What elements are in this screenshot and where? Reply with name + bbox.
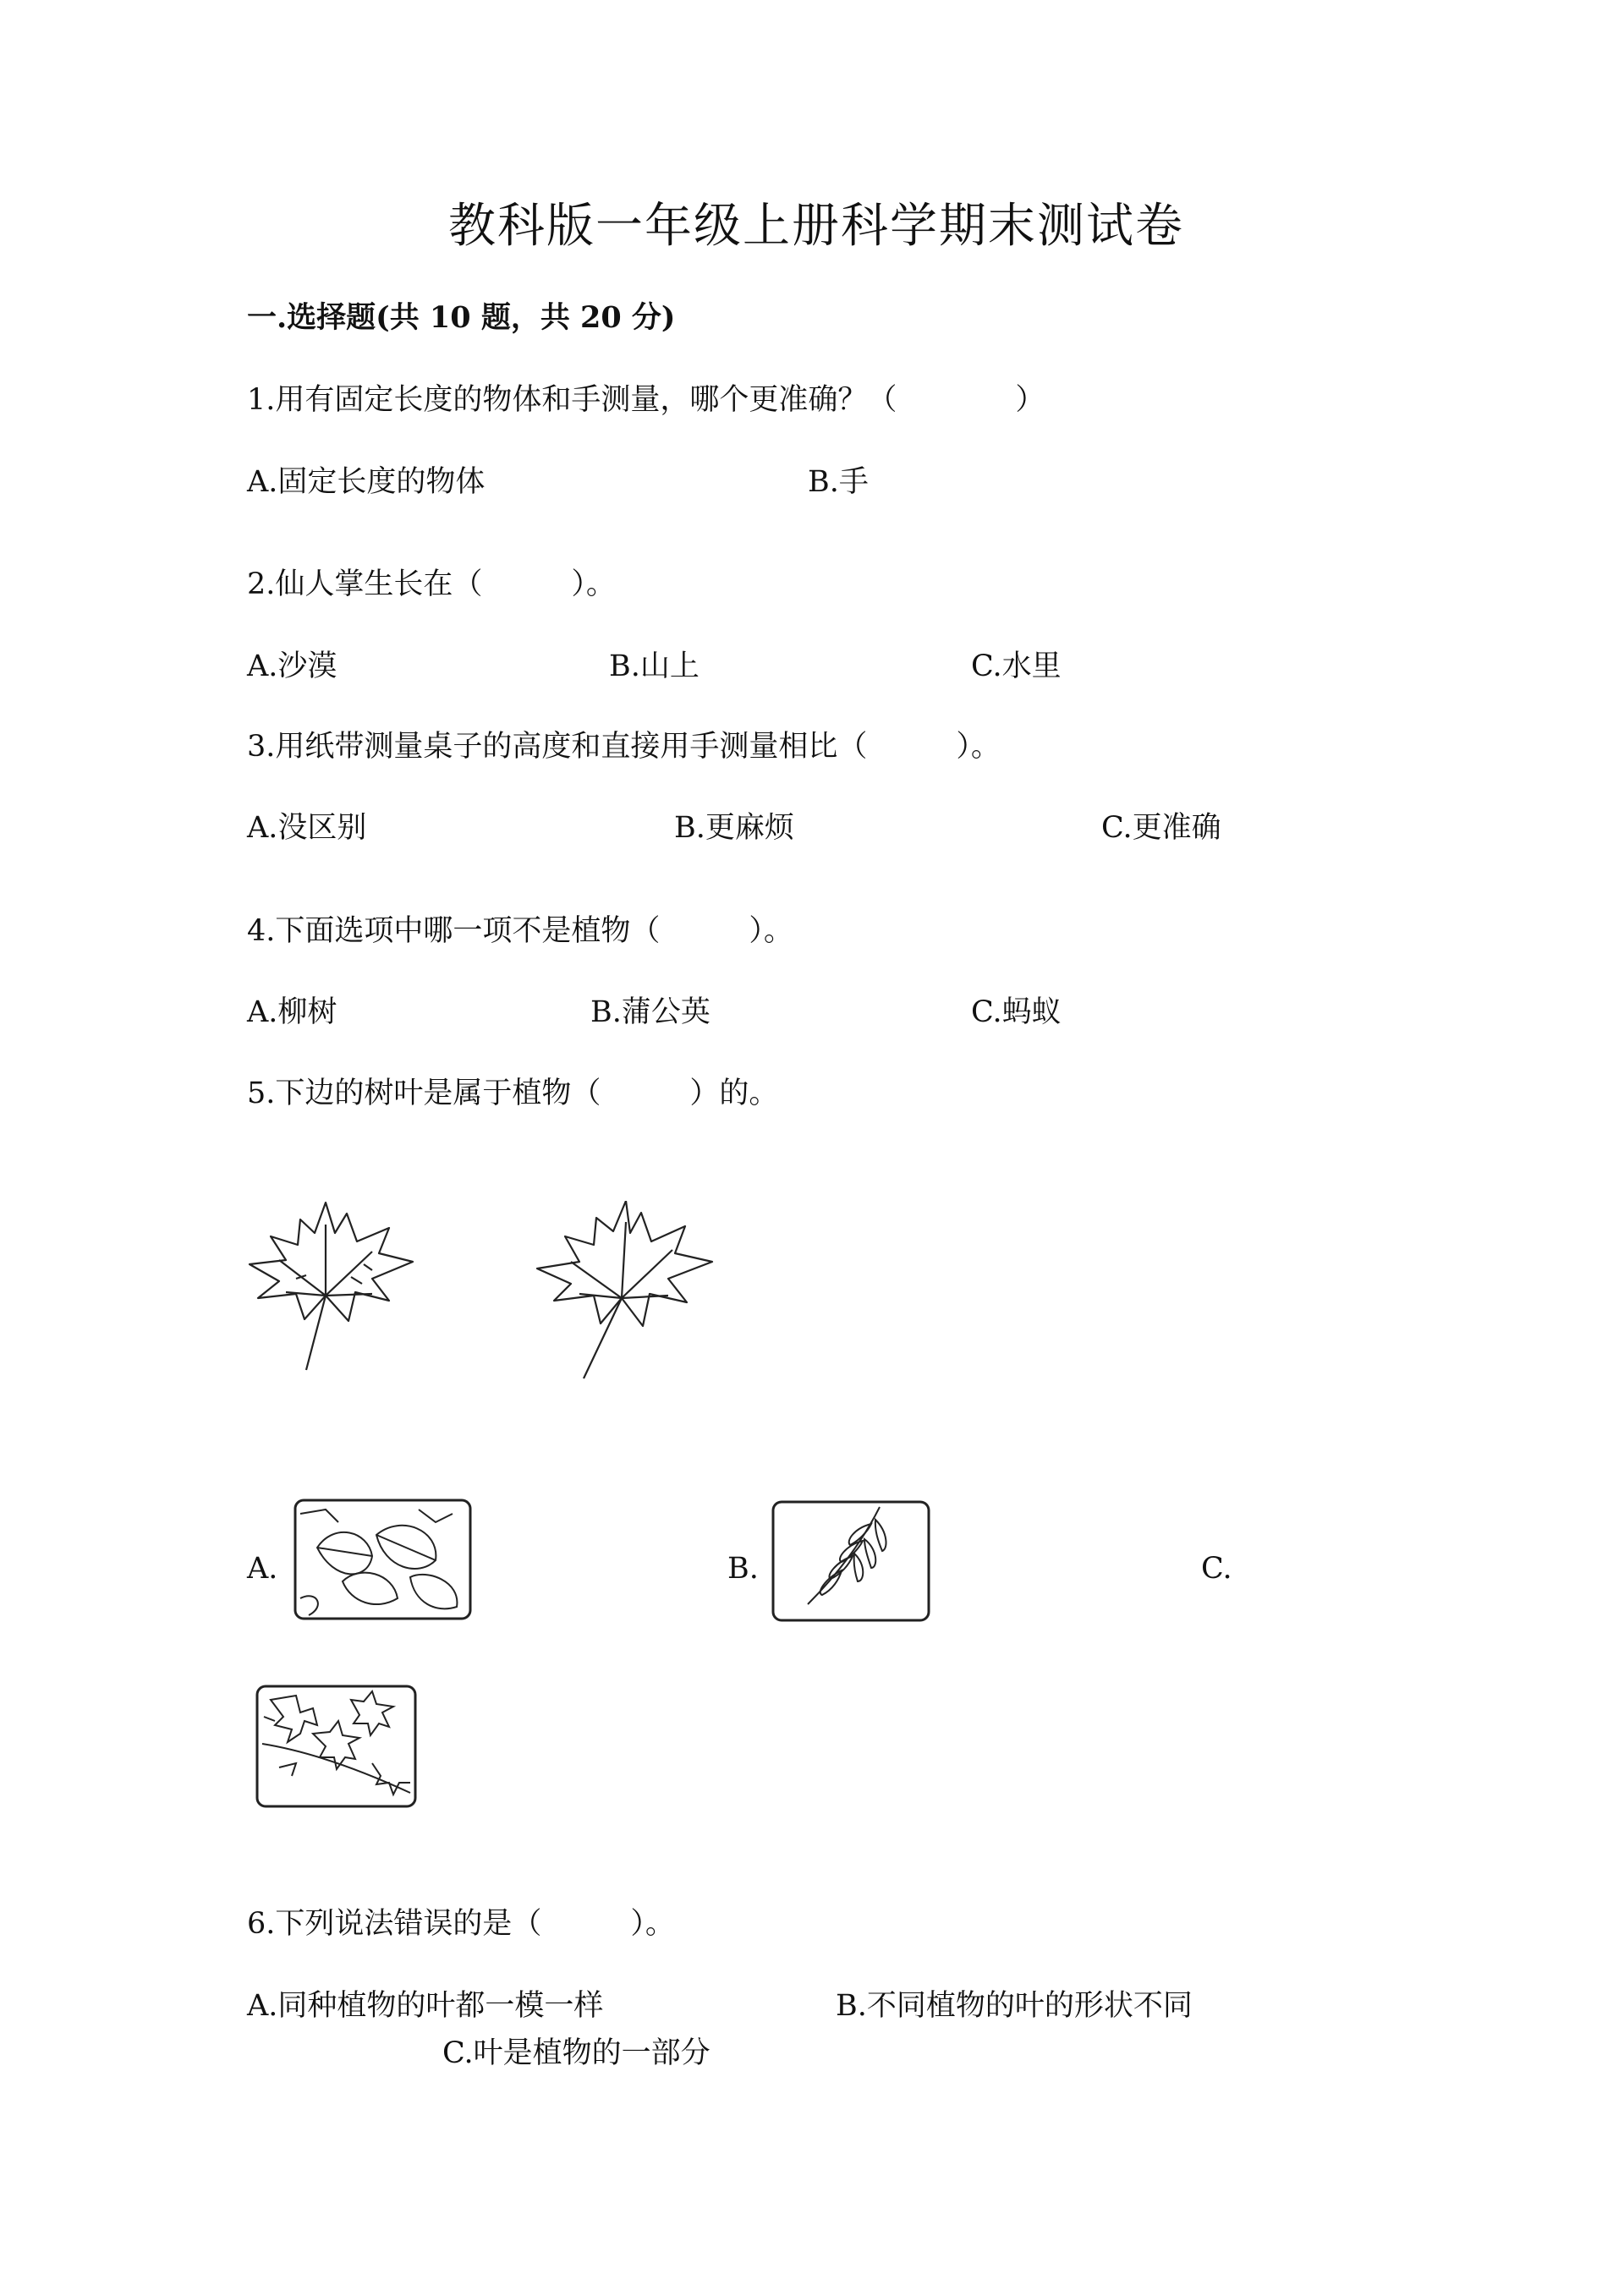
section-heading: 一.选择题(共 10 题，共 20 分) bbox=[247, 300, 676, 335]
question-6-option-c[interactable]: C.叶是植物的一部分 bbox=[442, 2036, 710, 2070]
question-4-option-c[interactable]: C.蚂蚁 bbox=[971, 995, 1062, 1029]
page-title: 教科版一年级上册科学期末测试卷 bbox=[448, 199, 1184, 254]
question-1-stem: 1.用有固定长度的物体和手测量，哪个更准确？（ ） bbox=[247, 383, 1045, 417]
question-2-stem: 2.仙人掌生长在（ ）。 bbox=[247, 567, 616, 601]
maple-branch-image[interactable] bbox=[254, 1683, 419, 1810]
question-4-option-b[interactable]: B.蒲公英 bbox=[590, 995, 710, 1029]
question-2-option-b[interactable]: B.山上 bbox=[609, 649, 700, 683]
question-5-stem: 5.下边的树叶是属于植物（ ）的。 bbox=[247, 1077, 779, 1110]
question-4-option-a[interactable]: A.柳树 bbox=[247, 995, 337, 1029]
leafy-bush-image[interactable] bbox=[292, 1497, 474, 1622]
question-3-stem: 3.用纸带测量桌子的高度和直接用手测量相比（ ）。 bbox=[247, 730, 1001, 764]
question-3-option-a[interactable]: A.没区别 bbox=[247, 811, 367, 845]
question-4-stem: 4.下面选项中哪一项不是植物（ ）。 bbox=[247, 914, 793, 948]
question-2-option-c[interactable]: C.水里 bbox=[971, 649, 1062, 683]
question-1-option-b[interactable]: B.手 bbox=[808, 465, 869, 499]
question-6-stem: 6.下列说法错误的是（ ）。 bbox=[247, 1907, 675, 1941]
maple-leaves-figure bbox=[245, 1201, 736, 1395]
question-3-option-b[interactable]: B.更麻烦 bbox=[674, 811, 794, 845]
question-2-option-a[interactable]: A.沙漠 bbox=[247, 649, 337, 683]
question-5-option-a[interactable]: A. bbox=[247, 1552, 278, 1586]
question-6-option-a[interactable]: A.同种植物的叶都一模一样 bbox=[247, 1989, 604, 2023]
maple-leaf-left-icon bbox=[250, 1203, 413, 1370]
question-5-option-c[interactable]: C. bbox=[1201, 1552, 1232, 1586]
question-3-option-c[interactable]: C.更准确 bbox=[1101, 811, 1221, 845]
question-6-option-b[interactable]: B.不同植物的叶的形状不同 bbox=[836, 1989, 1193, 2023]
maple-leaf-right-icon bbox=[537, 1201, 712, 1378]
question-5-option-b[interactable]: B. bbox=[727, 1552, 759, 1586]
willow-branch-image[interactable] bbox=[770, 1499, 932, 1624]
question-1-option-a[interactable]: A.固定长度的物体 bbox=[247, 465, 486, 499]
